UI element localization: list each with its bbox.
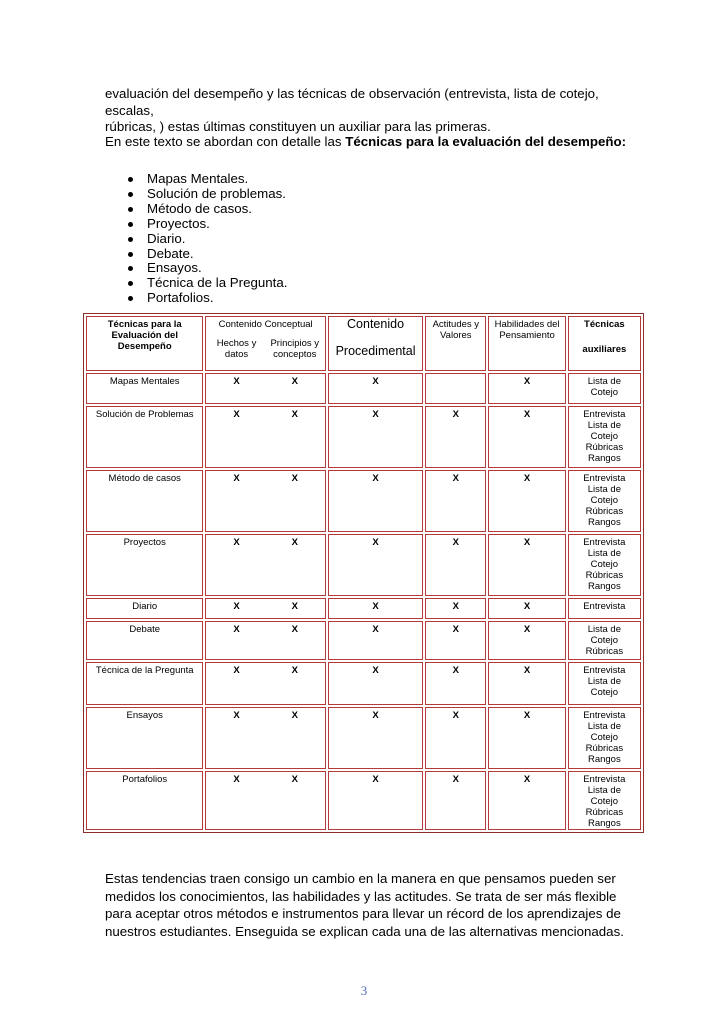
cell-conceptual (205, 534, 325, 596)
auxiliar-item: Entrevista (583, 473, 626, 484)
cell-procedimental: X (328, 406, 423, 468)
cell-procedimental: X (328, 534, 423, 596)
auxiliar-item: Entrevista (583, 601, 626, 612)
cell-auxiliares (568, 598, 641, 619)
auxiliar-item: Rúbricas (585, 442, 624, 453)
cell-tecnica: Ensayos (86, 707, 203, 769)
cell-tecnica: Proyectos (86, 534, 203, 596)
header-conceptual-title: Contenido Conceptual (218, 319, 313, 330)
list-item: Mapas Mentales. (126, 172, 287, 187)
auxiliar-item: Lista de (587, 420, 621, 431)
cell-principios: X (291, 601, 298, 612)
cell-hechos: X (233, 409, 240, 420)
auxiliar-item: Rangos (587, 517, 621, 528)
cell-hechos: X (233, 376, 240, 387)
cell-actitudes: X (425, 598, 486, 619)
auxiliar-item: Entrevista (583, 774, 626, 785)
cell-habilidades: X (488, 470, 565, 532)
header-procedimental-top: Contenido (347, 317, 405, 331)
list-item: Método de casos. (126, 202, 287, 217)
intro-paragraph (105, 86, 645, 136)
cell-conceptual (205, 406, 325, 468)
auxiliar-item: Entrevista (583, 710, 626, 721)
table-row (86, 470, 641, 532)
auxiliar-item: Entrevista (583, 409, 626, 420)
cell-conceptual (205, 373, 325, 404)
cell-actitudes (425, 373, 486, 404)
cell-hechos: X (233, 774, 240, 785)
cell-conceptual (205, 598, 325, 619)
auxiliar-item: Lista de (587, 785, 621, 796)
auxiliar-item: Lista de (587, 624, 621, 635)
auxiliar-item: Rangos (587, 818, 621, 829)
cell-principios: X (291, 409, 298, 420)
cell-actitudes: X (425, 621, 486, 660)
auxiliar-item: Cotejo (590, 687, 619, 698)
auxiliar-item: Lista de (587, 376, 621, 387)
cell-habilidades: X (488, 771, 565, 830)
header-principios: Principios y conceptos (270, 338, 320, 360)
cell-tecnica: Debate (86, 621, 203, 660)
list-item: Debate. (126, 247, 287, 262)
cell-conceptual (205, 662, 325, 705)
table-row (86, 662, 641, 705)
cell-actitudes: X (425, 771, 486, 830)
header-contenido-conceptual (205, 316, 325, 371)
cell-auxiliares (568, 662, 641, 705)
header-actitudes: Actitudes y Valores (425, 316, 486, 371)
cell-conceptual (205, 707, 325, 769)
cell-hechos: X (233, 537, 240, 548)
lead-paragraph (105, 134, 645, 151)
evaluation-table (83, 313, 644, 833)
cell-actitudes: X (425, 707, 486, 769)
cell-actitudes: X (425, 406, 486, 468)
cell-principios: X (291, 665, 298, 676)
cell-actitudes: X (425, 470, 486, 532)
cell-principios: X (291, 473, 298, 484)
cell-tecnica: Solución de Problemas (86, 406, 203, 468)
list-item: Portafolios. (126, 291, 287, 306)
header-auxiliares-top: Técnicas (584, 319, 625, 330)
header-hechos: Hechos y datos (216, 338, 257, 360)
list-item: Diario. (126, 232, 287, 247)
cell-habilidades: X (488, 373, 565, 404)
cell-actitudes: X (425, 534, 486, 596)
auxiliar-item: Lista de (587, 676, 621, 687)
cell-hechos: X (233, 473, 240, 484)
cell-procedimental: X (328, 373, 423, 404)
cell-habilidades: X (488, 621, 565, 660)
cell-procedimental: X (328, 621, 423, 660)
intro-line-2: rúbricas, ) estas últimas constituyen un auxiliar para las primeras. (105, 119, 491, 134)
cell-habilidades: X (488, 707, 565, 769)
auxiliar-item: Rúbricas (585, 570, 624, 581)
table-row (86, 707, 641, 769)
cell-auxiliares (568, 470, 641, 532)
cell-actitudes: X (425, 662, 486, 705)
table-row (86, 598, 641, 619)
auxiliar-item: Rangos (587, 754, 621, 765)
cell-conceptual (205, 470, 325, 532)
auxiliar-item: Cotejo (590, 732, 619, 743)
cell-conceptual (205, 771, 325, 830)
cell-habilidades: X (488, 534, 565, 596)
header-auxiliares-bottom: auxiliares (582, 344, 627, 355)
cell-tecnica: Técnica de la Pregunta (86, 662, 203, 705)
intro-line-1: evaluación del desempeño y las técnicas de observación (entrevista, lista de cotejo, escalas, (105, 86, 599, 118)
auxiliar-item: Lista de (587, 721, 621, 732)
header-procedimental (328, 316, 423, 371)
auxiliar-item: Cotejo (590, 495, 619, 506)
table-row (86, 771, 641, 830)
cell-auxiliares (568, 534, 641, 596)
cell-tecnica: Portafolios (86, 771, 203, 830)
list-item: Solución de problemas. (126, 187, 287, 202)
cell-hechos: X (233, 710, 240, 721)
lead-bold-text: Técnicas para la evaluación del desempeño: (345, 134, 627, 149)
cell-principios: X (291, 537, 298, 548)
header-tecnicas: Técnicas para la Evaluación del Desempeño (86, 316, 203, 371)
cell-auxiliares (568, 406, 641, 468)
cell-tecnica: Mapas Mentales (86, 373, 203, 404)
cell-procedimental: X (328, 771, 423, 830)
cell-principios: X (291, 624, 298, 635)
cell-habilidades: X (488, 406, 565, 468)
cell-auxiliares (568, 707, 641, 769)
techniques-list (126, 172, 287, 306)
cell-procedimental: X (328, 707, 423, 769)
auxiliar-item: Rangos (587, 453, 621, 464)
cell-principios: X (291, 710, 298, 721)
cell-procedimental: X (328, 598, 423, 619)
auxiliar-item: Rúbricas (585, 506, 624, 517)
cell-principios: X (291, 376, 298, 387)
auxiliar-item: Lista de (587, 548, 621, 559)
auxiliar-item: Rangos (587, 581, 621, 592)
cell-procedimental: X (328, 470, 423, 532)
auxiliar-item: Cotejo (590, 387, 619, 398)
auxiliar-item: Rúbricas (585, 743, 624, 754)
cell-auxiliares (568, 771, 641, 830)
cell-hechos: X (233, 624, 240, 635)
list-item: Ensayos. (126, 261, 287, 276)
auxiliar-item: Lista de (587, 484, 621, 495)
header-procedimental-bottom: Procedimental (335, 344, 416, 358)
list-item: Proyectos. (126, 217, 287, 232)
header-habilidades: Habilidades del Pensamiento (488, 316, 565, 371)
cell-principios: X (291, 774, 298, 785)
table-row (86, 621, 641, 660)
auxiliar-item: Cotejo (590, 431, 619, 442)
auxiliar-item: Cotejo (590, 559, 619, 570)
cell-habilidades: X (488, 662, 565, 705)
cell-auxiliares (568, 621, 641, 660)
cell-tecnica: Diario (86, 598, 203, 619)
auxiliar-item: Rúbricas (585, 646, 624, 657)
auxiliar-item: Entrevista (583, 537, 626, 548)
auxiliar-item: Cotejo (590, 635, 619, 646)
cell-auxiliares (568, 373, 641, 404)
table-header-row (86, 316, 641, 371)
auxiliar-item: Rúbricas (585, 807, 624, 818)
cell-habilidades: X (488, 598, 565, 619)
header-auxiliares (568, 316, 641, 371)
page-number: 3 (360, 983, 368, 998)
table-row (86, 534, 641, 596)
cell-tecnica: Método de casos (86, 470, 203, 532)
table-row (86, 373, 641, 404)
lead-text: En este texto se abordan con detalle las (105, 134, 346, 149)
cell-hechos: X (233, 665, 240, 676)
table-row (86, 406, 641, 468)
cell-conceptual (205, 621, 325, 660)
cell-procedimental: X (328, 662, 423, 705)
auxiliar-item: Entrevista (583, 665, 626, 676)
auxiliar-item: Cotejo (590, 796, 619, 807)
cell-hechos: X (233, 601, 240, 612)
closing-paragraph: Estas tendencias traen consigo un cambio en la manera en que pensamos pueden ser medidos los conocimientos, las habilidades y las actitudes. Se trata de ser más flexible para aceptar otros métodos e instrumentos para llevar un récord de los aprendizajes de nuestros estudiantes. Enseguida se explican cada una de las alternativas mencionadas. (105, 871, 624, 939)
list-item: Técnica de la Pregunta. (126, 276, 287, 291)
